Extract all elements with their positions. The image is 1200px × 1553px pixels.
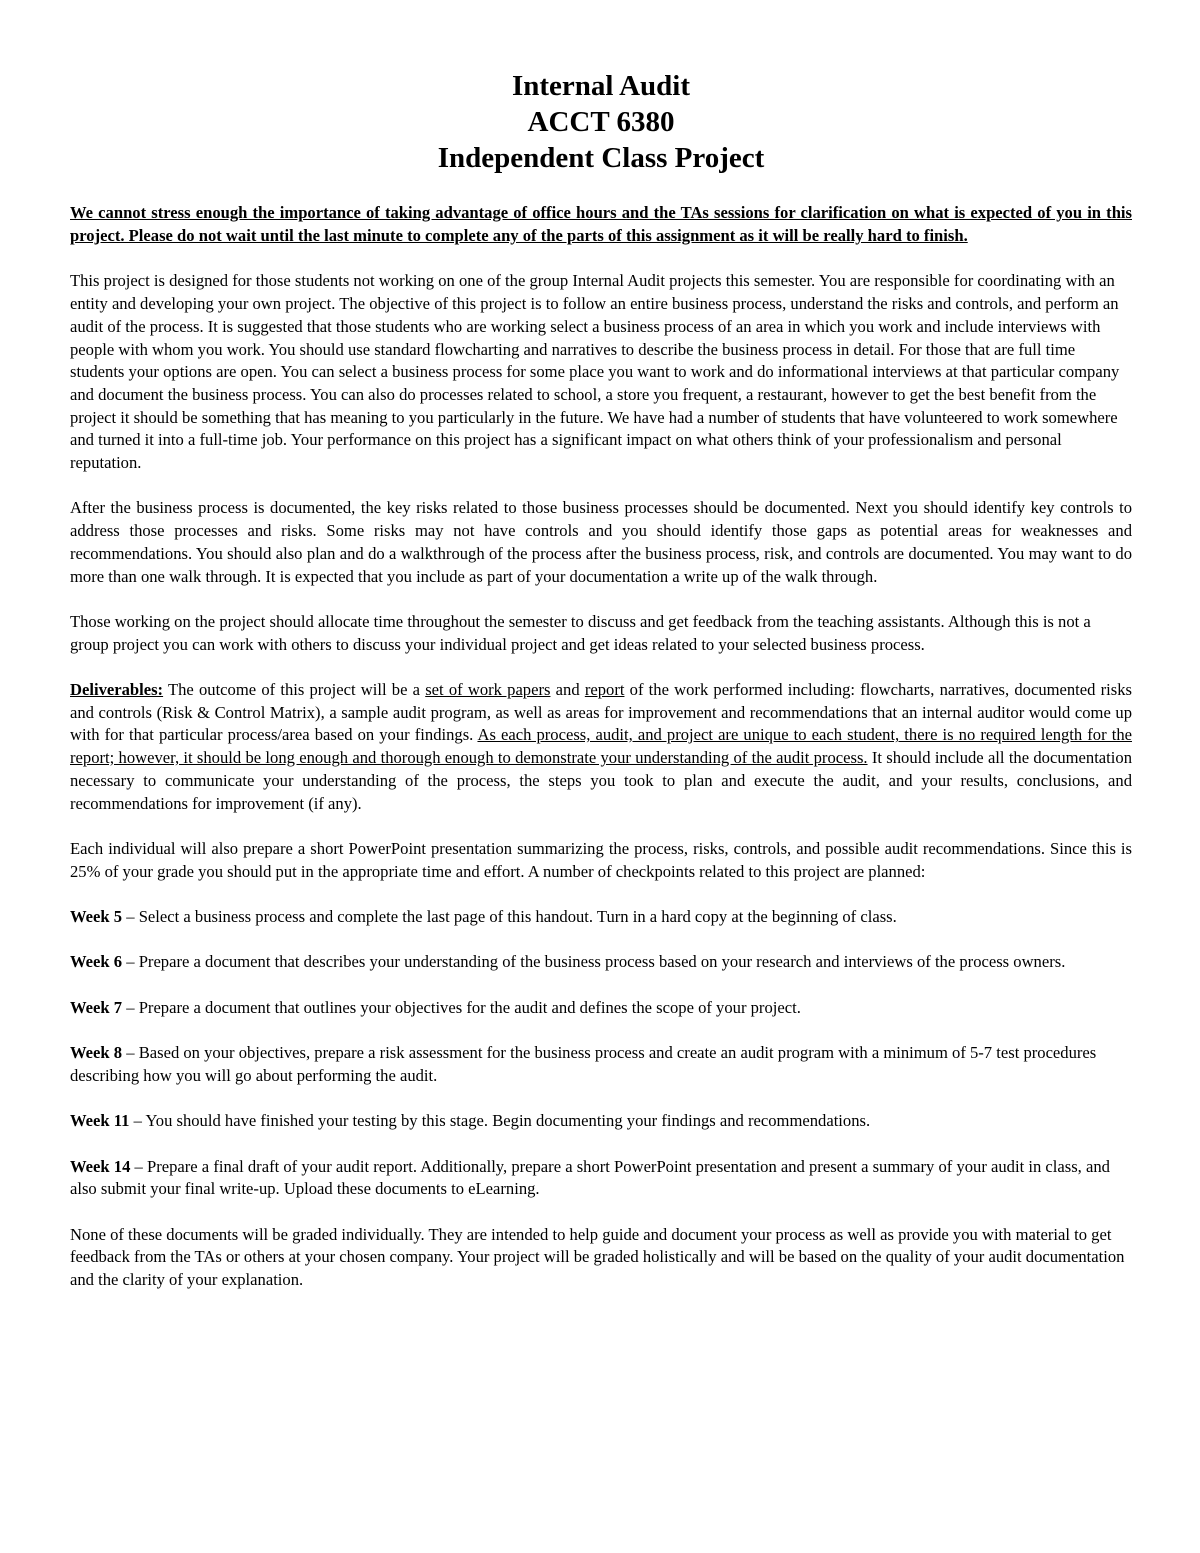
- report-term: report: [584, 680, 625, 700]
- closing-paragraph: None of these documents will be graded individually. They are intended to help guide and document your process as well as provide you with material to get feedback from the TAs or others at your chosen company. Your project will be graded holistically and will be based on the quality of your audit documentation and the clarity of your explanation.: [70, 1224, 1125, 1290]
- week-text: – Prepare a final draft of your audit report. Additionally, prepare a short PowerPoint presentation and present a summary of your audit in class, and also submit your final write-up. Upload these documents to eLearning.: [70, 1156, 1110, 1199]
- week-label: Week 5: [70, 907, 123, 927]
- risks-paragraph: After the business process is documented, the key risks related to those business processes should be documented. Next you should identify key controls to address those processes and risks. Some risks may not have controls and you should identify those gaps as potential areas for weaknesses and recommendations. You should also plan and do a walkthrough of the process after the business process, risk, and controls are documented. You may want to do more than one walk through. It is expected that you include as part of your documentation a write up of the walk through.: [70, 498, 1132, 586]
- deliverables-text-2: and: [550, 680, 585, 700]
- week-label: Week 11: [70, 1111, 130, 1131]
- deliverables-text-4: It should include all the documentation necessary to communicate your understanding of the process, the steps you took to plan and execute the audit, and your results, conclusions, and recommendations for improvement (if any).: [70, 748, 1132, 813]
- week-text: – You should have finished your testing by this stage. Begin documenting your findings and recommendations.: [129, 1111, 871, 1131]
- week-14-item: [70, 1156, 1132, 1201]
- length-note: As each process, audit, and project are unique to each student, there is no required length for the report; however, it should be long enough and thorough enough to demonstrate your understanding of the audit process.: [70, 725, 1132, 768]
- week-6-item: [70, 951, 1132, 974]
- project-title: Independent Class Project: [437, 142, 765, 174]
- week-7-item: [70, 997, 1132, 1020]
- intro-paragraph: This project is designed for those students not working on one of the group Internal Audit projects this semester. You are responsible for coordinating with an entity and developing your own project. The objective of this project is to follow an entire business process, understand the risks and controls, and perform an audit of the process. It is suggested that those students who are working select a business process of an area in which you work and include interviews with people with whom you work. You should use standard flowcharting and narratives to describe the business process in detail. For those that are full time students your options are open. You can select a business process for some place you want to work and do informational interviews at that particular company and document the business process. You can also do processes related to school, a store you frequent, a restaurant, however to get the best benefit from the project it should be something that has meaning to you particularly in the future. We have had a number of students that have volunteered to work somewhere and turned it into a full-time job. Your performance on this project has a significant impact on what others think of your professionalism and personal reputation.: [70, 271, 1120, 473]
- title-block: [70, 68, 1132, 176]
- deliverables-label: Deliverables:: [70, 680, 164, 700]
- work-papers-term: set of work papers: [425, 680, 551, 700]
- document-page: [70, 68, 1132, 1315]
- deliverables-paragraph: [70, 679, 1132, 815]
- week-text: – Prepare a document that outlines your objectives for the audit and defines the scope of your project.: [122, 997, 801, 1017]
- week-5-item: [70, 906, 1132, 929]
- time-paragraph: Those working on the project should allocate time throughout the semester to discuss and get feedback from the teaching assistants. Although this is not a group project you can work with others to discuss your individual project and get ideas related to your selected business process.: [70, 611, 1091, 654]
- week-text: – Select a business process and complete the last page of this handout. Turn in a hard copy at the beginning of class.: [122, 907, 897, 927]
- deliverables-text-1: The outcome of this project will be a: [163, 680, 426, 700]
- week-8-item: [70, 1042, 1132, 1087]
- presentation-paragraph: Each individual will also prepare a short PowerPoint presentation summarizing the process, risks, controls, and possible audit recommendations. Since this is 25% of your grade you should put in the appropriate time and effort. A number of checkpoints related to this project are planned:: [70, 838, 1132, 881]
- week-label: Week 6: [70, 952, 123, 972]
- warning-notice: We cannot stress enough the importance of taking advantage of office hours and the TAs sessions for clarification on what is expected of you in this project. Please do not wait until the last minute to complete any of the parts of this assignment as it will be really hard to finish.: [70, 203, 1132, 245]
- week-11-item: [70, 1110, 1132, 1133]
- week-label: Week 7: [70, 997, 123, 1017]
- week-label: Week 14: [70, 1156, 131, 1176]
- week-text: – Prepare a document that describes your understanding of the business process based on your research and interviews of the process owners.: [122, 952, 1066, 972]
- deliverables-text-3: of the work performed including: flowcharts, narratives, documented risks and controls (Risk & Control Matrix), a sample audit program, as well as areas for improvement and recommendations that an internal auditor would come up with for that particular process/area based on your findings.: [70, 680, 1132, 745]
- course-code: ACCT 6380: [527, 106, 675, 138]
- week-text: – Based on your objectives, prepare a risk assessment for the business process and create an audit program with a minimum of 5-7 test procedures describing how you will go about performing the audit.: [70, 1043, 1097, 1085]
- document-title: Internal Audit: [511, 70, 691, 102]
- week-label: Week 8: [70, 1043, 123, 1063]
